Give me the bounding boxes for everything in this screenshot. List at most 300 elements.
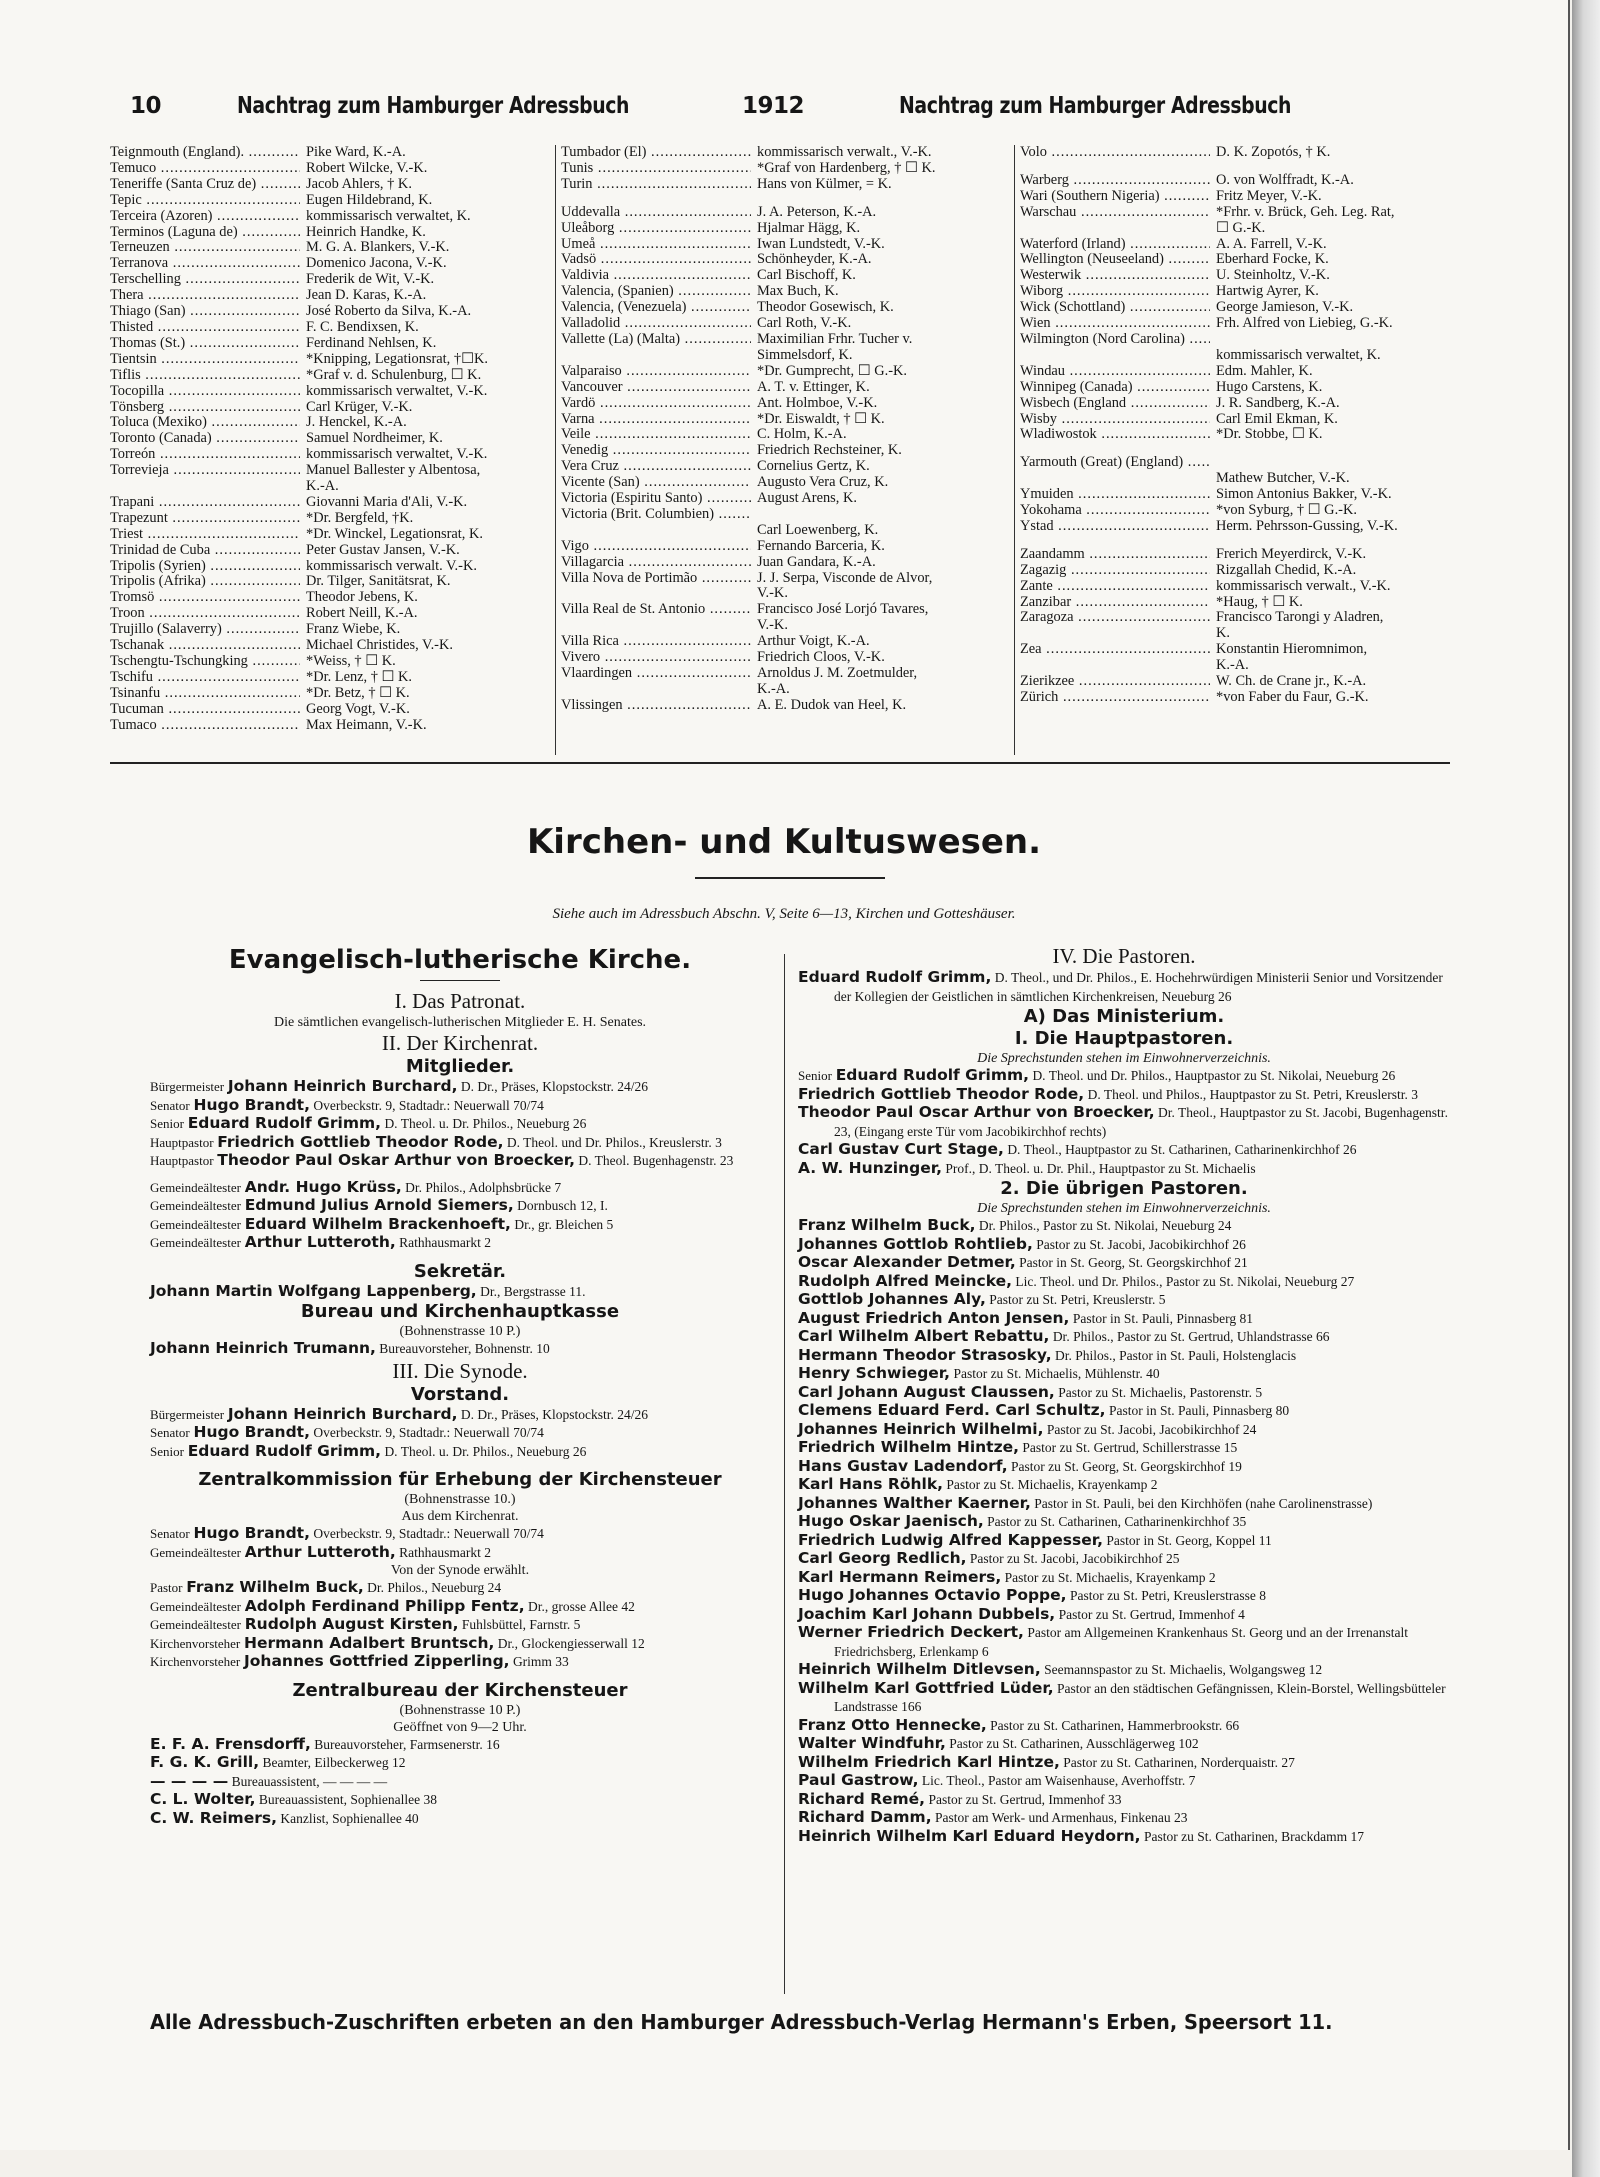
see-also-note: Siehe auch im Adressbuch Abschn. V, Seite 6—13, Kirchen und Gotteshäuser. bbox=[552, 906, 1016, 922]
running-title-right: Nachtrag zum Hamburger Adressbuch bbox=[899, 93, 1292, 119]
directory-entry bbox=[1020, 487, 1446, 503]
person-entry bbox=[798, 1141, 1450, 1160]
directory-entry bbox=[110, 622, 548, 638]
entry-place: Wari (Southern Nigeria) ..... bbox=[1020, 189, 1210, 205]
entry-consul: Franz Wiebe, K. bbox=[306, 621, 401, 638]
page-number: 10 bbox=[130, 93, 162, 119]
title-underline bbox=[695, 877, 885, 879]
entry-place: Tsinanfu ..... bbox=[110, 686, 300, 702]
entry-place: Zanzibar ..... bbox=[1020, 595, 1210, 611]
directory-entry bbox=[110, 431, 548, 447]
column-divider bbox=[784, 954, 785, 1994]
directory-entry bbox=[110, 527, 548, 543]
directory-entry bbox=[561, 650, 1008, 666]
person-entry bbox=[150, 1097, 770, 1116]
person-details: Pastor zu St. Michaelis, Mühlenstr. 40 bbox=[950, 1366, 1160, 1381]
entry-consul: A. A. Farrell, V.-K. bbox=[1216, 235, 1327, 252]
person-entry bbox=[798, 1513, 1450, 1532]
directory-entry bbox=[561, 427, 1008, 443]
person-entry bbox=[798, 1458, 1450, 1477]
entry-place: Vera Cruz ..... bbox=[561, 459, 751, 475]
bureau-entry bbox=[150, 1340, 770, 1359]
person-details: Rathhausmarkt 2 bbox=[395, 1235, 491, 1250]
person-name: A. W. Hunzinger, bbox=[798, 1158, 942, 1177]
person-title: Senator bbox=[150, 1526, 190, 1541]
person-details: Dr., Glockengiesserwall 12 bbox=[494, 1635, 645, 1651]
mitglieder-title: Mitglieder. bbox=[405, 1056, 515, 1077]
ministerium-title: A) Das Ministerium. bbox=[1023, 1006, 1225, 1027]
person-details: Pastor zu St. Catharinen, Catharinenkirchhof 35 bbox=[983, 1514, 1247, 1529]
person-name: Rudolph August Kirsten, bbox=[244, 1615, 459, 1633]
person-title: Bürgermeister bbox=[150, 1406, 225, 1422]
entry-place: Tumaco ..... bbox=[110, 718, 300, 734]
person-entry bbox=[798, 1347, 1450, 1366]
directory-entry bbox=[1020, 579, 1446, 595]
directory-entry bbox=[110, 304, 548, 320]
entry-consul: F. C. Bendixsen, K. bbox=[306, 318, 419, 335]
directory-entry bbox=[561, 145, 1008, 161]
directory-entry bbox=[110, 209, 548, 225]
entry-consul: *Dr. Winckel, Legationsrat, K. bbox=[306, 525, 483, 542]
person-name: Karl Hermann Reimers, bbox=[798, 1567, 1002, 1586]
person-details: Seemannspastor zu St. Michaelis, Wolgangsweg 12 bbox=[1040, 1662, 1323, 1677]
person-details: Beamter, Eilbeckerweg 12 bbox=[259, 1755, 406, 1770]
person-name: Hugo Brandt, bbox=[193, 1423, 310, 1441]
person-name: Eduard Wilhelm Brackenhoeft, bbox=[244, 1214, 511, 1233]
person-details: D. Theol. und Dr. Philos., Hauptpastor zu St. Nikolai, Neueburg 26 bbox=[1029, 1068, 1396, 1083]
entry-place: Terceira (Azoren) ..... bbox=[110, 209, 300, 225]
directory-entry bbox=[1020, 563, 1446, 579]
entry-place: Zaragoza ..... bbox=[1020, 610, 1210, 626]
entry-consul: José Roberto da Silva, K.-A. bbox=[306, 303, 472, 320]
entry-consul: Carl Krüger, V.-K. bbox=[306, 398, 413, 415]
entry-consul: Jean D. Karas, K.-A. bbox=[306, 287, 427, 304]
person-name: Johann Heinrich Burchard, bbox=[227, 1077, 458, 1095]
person-name: Hugo Oskar Jaenisch, bbox=[798, 1512, 984, 1530]
directory-entry bbox=[561, 193, 1008, 205]
zk-from-synode: Von der Synode erwählt. bbox=[390, 1563, 530, 1578]
uebrige-pastoren-note: Die Sprechstunden stehen im Einwohnerverzeichnis. bbox=[977, 1201, 1271, 1216]
person-name: E. F. A. Frensdorff, bbox=[150, 1734, 311, 1753]
right-text-column bbox=[798, 944, 1450, 1846]
person-entry bbox=[798, 1310, 1450, 1329]
entry-place: Umeå ..... bbox=[561, 237, 751, 253]
zentralkommission-address: (Bohnenstrasse 10.) bbox=[404, 1492, 516, 1507]
person-details: Bureauassistent, — — — — bbox=[228, 1773, 388, 1789]
person-details: Kanzlist, Sophienallee 40 bbox=[276, 1810, 419, 1826]
left-text-column bbox=[150, 944, 770, 1828]
person-details: Pastor zu St. Petri, Kreuslerstr. 5 bbox=[985, 1292, 1166, 1307]
person-name: Arthur Lutteroth, bbox=[244, 1542, 396, 1561]
person-details: Overbeckstr. 9, Stadtadr.: Neuerwall 70/74 bbox=[309, 1425, 544, 1440]
person-name: Heinrich Wilhelm Karl Eduard Heydorn, bbox=[798, 1826, 1141, 1845]
entry-place: Tumbador (El) ..... bbox=[561, 145, 751, 161]
entry-place: Winnipeg (Canada) ..... bbox=[1020, 380, 1210, 396]
person-name: Johannes Walther Kaerner, bbox=[798, 1493, 1031, 1512]
hauptpastoren-title: I. Die Hauptpastoren. bbox=[1014, 1028, 1234, 1049]
person-entry bbox=[798, 1273, 1450, 1292]
person-details: Pastor zu St. Jacobi, Jacobikirchhof 24 bbox=[1043, 1421, 1257, 1437]
entry-place: Tripolis (Afrika) ..... bbox=[110, 574, 300, 590]
person-details: Pastor am Allgemeinen Krankenhaus St. Georg und an der Irrenanstalt Friedrichsberg, Erlenkamp 6 bbox=[834, 1625, 1408, 1659]
directory-entry bbox=[561, 252, 1008, 268]
entry-consul: Konstantin Hieromnimon, K.-A. bbox=[1216, 641, 1368, 674]
person-details: Prof., D. Theol. u. Dr. Phil., Hauptpastor zu St. Michaelis bbox=[941, 1160, 1256, 1176]
entry-consul: George Jamieson, V.-K. bbox=[1216, 299, 1354, 316]
entry-place: Tschengtu-Tschungking ..... bbox=[110, 654, 300, 670]
directory-entry bbox=[110, 320, 548, 336]
entry-consul: Georg Vogt, V.-K. bbox=[306, 700, 410, 717]
person-details: Dr. Philos., Neueburg 24 bbox=[363, 1580, 502, 1595]
person-details: Pastor zu St. Georg, St. Georgskirchhof 19 bbox=[1007, 1458, 1242, 1474]
directory-entry bbox=[1020, 610, 1446, 642]
person-details: D. Theol. u. Dr. Philos., Neueburg 26 bbox=[381, 1443, 587, 1459]
directory-entry bbox=[561, 539, 1008, 555]
entry-place: Valladolid ..... bbox=[561, 316, 751, 332]
person-entry bbox=[798, 1735, 1450, 1754]
directory-entry bbox=[561, 161, 1008, 177]
zk-kirchenrat-list bbox=[150, 1525, 770, 1562]
person-entry bbox=[150, 1736, 770, 1755]
person-details: Pastor in St. Pauli, Pinnasberg 81 bbox=[1069, 1310, 1253, 1326]
entry-consul: Arnoldus J. M. Zoetmulder, K.-A. bbox=[757, 665, 918, 697]
entry-consul: *Graf von Hardenberg, † ☐ K. bbox=[757, 159, 936, 176]
entry-place: Windau ..... bbox=[1020, 364, 1210, 380]
person-entry bbox=[798, 1421, 1450, 1440]
entry-consul: Max Heimann, V.-K. bbox=[306, 716, 427, 733]
directory-column-1 bbox=[110, 145, 548, 757]
directory-entry bbox=[561, 507, 1008, 539]
person-name: Friedrich Gottlieb Theodor Rode, bbox=[217, 1132, 504, 1151]
person-details: D. Theol., Hauptpastor zu St. Catharinen, Catharinenkirchhof 26 bbox=[1003, 1142, 1357, 1157]
directory-entry bbox=[1020, 189, 1446, 205]
person-entry bbox=[798, 1495, 1450, 1514]
vorstand-title: Vorstand. bbox=[410, 1383, 510, 1405]
entry-consul: U. Steinholtz, V.-K. bbox=[1216, 267, 1330, 284]
entry-consul: Hugo Carstens, K. bbox=[1216, 378, 1323, 395]
entry-place: Wilmington (Nord Carolina) ..... bbox=[1020, 332, 1210, 348]
directory-entry bbox=[110, 670, 548, 686]
person-name: Gottlob Johannes Aly, bbox=[798, 1290, 986, 1308]
person-details: Pastor an den städtischen Gefängnissen, Klein-Borstel, Wellingsbütteler Landstrasse 166 bbox=[834, 1680, 1446, 1714]
directory-entry bbox=[110, 240, 548, 256]
person-details: Pastor zu St. Jacobi, Jacobikirchhof 25 bbox=[966, 1551, 1180, 1566]
entry-place: Tunis ..... bbox=[561, 161, 751, 177]
directory-entry bbox=[110, 654, 548, 670]
person-title: Kirchenvorsteher bbox=[150, 1635, 241, 1651]
person-name: Hermann Adalbert Bruntsch, bbox=[244, 1633, 495, 1652]
person-name: Andr. Hugo Krüss, bbox=[244, 1177, 402, 1196]
person-entry bbox=[150, 1598, 770, 1617]
directory-entry bbox=[110, 511, 548, 527]
person-name: Hugo Johannes Octavio Poppe, bbox=[798, 1586, 1067, 1604]
directory-entry bbox=[561, 412, 1008, 428]
entry-place: Valencia, (Spanien) ..... bbox=[561, 284, 751, 300]
zentralbureau-hours: Geöffnet von 9—2 Uhr. bbox=[393, 1719, 527, 1735]
entry-consul: Eugen Hildebrand, K. bbox=[306, 191, 433, 208]
person-entry bbox=[798, 1402, 1450, 1421]
person-details: Lic. Theol. und Dr. Philos., Pastor zu St. Nikolai, Neueburg 27 bbox=[1012, 1273, 1355, 1289]
entry-consul: *Haug, † ☐ K. bbox=[1216, 593, 1303, 610]
person-title: Hauptpastor bbox=[150, 1134, 214, 1150]
entry-consul: Friedrich Cloos, V.-K. bbox=[757, 649, 885, 666]
person-details: Pastor zu St. Catharinen, Ausschlägerweg 102 bbox=[945, 1736, 1199, 1751]
person-name: Wilhelm Friedrich Karl Hintze, bbox=[798, 1752, 1060, 1771]
person-name: Arthur Lutteroth, bbox=[244, 1233, 396, 1251]
directory-column-3 bbox=[1020, 145, 1446, 757]
person-details: Bureauassistent, Sophienallee 38 bbox=[255, 1792, 437, 1807]
person-entry bbox=[798, 1754, 1450, 1773]
person-entry bbox=[150, 1810, 770, 1829]
entry-place: Villa Real de St. Antonio ..... bbox=[561, 602, 751, 618]
person-details: Pastor in St. Georg, St. Georgskirchhof 21 bbox=[1015, 1255, 1248, 1270]
person-name: Karl Hans Röhlk, bbox=[798, 1475, 944, 1493]
entry-place: Tiflis ..... bbox=[110, 368, 300, 384]
directory-entry bbox=[110, 606, 548, 622]
entry-place: Zürich ..... bbox=[1020, 690, 1210, 706]
person-name: Rudolph Alfred Meincke, bbox=[798, 1271, 1013, 1290]
entry-consul: Robert Neill, K.-A. bbox=[306, 605, 418, 622]
person-details: Pastor zu St. Catharinen, Hammerbrookstr. 66 bbox=[986, 1717, 1240, 1733]
directory-entry bbox=[1020, 332, 1446, 364]
entry-place: Tschifu ..... bbox=[110, 670, 300, 686]
directory-entry bbox=[110, 400, 548, 416]
person-entry bbox=[798, 1384, 1450, 1403]
entry-consul: Frederik de Wit, V.-K. bbox=[306, 271, 435, 288]
person-name: Friedrich Wilhelm Hintze, bbox=[798, 1438, 1020, 1456]
entry-consul: J. A. Peterson, K.-A. bbox=[757, 203, 877, 220]
entry-consul: kommissarisch verwaltet, V.-K. bbox=[306, 446, 488, 463]
directory-column-2 bbox=[561, 145, 1008, 757]
person-name: Johannes Heinrich Wilhelmi, bbox=[798, 1419, 1044, 1438]
person-name: Joachim Karl Johann Dubbels, bbox=[798, 1604, 1056, 1623]
entry-consul: Theodor Gosewisch, K. bbox=[757, 299, 894, 316]
entry-consul: Robert Wilcke, V.-K. bbox=[306, 159, 428, 176]
entry-consul: Mathew Butcher, V.-K. bbox=[1216, 470, 1350, 487]
entry-consul: Domenico Jacona, V.-K. bbox=[306, 255, 447, 272]
person-details: D. Theol. und Philos., Hauptpastor zu St. Petri, Kreuslerstr. 3 bbox=[1084, 1086, 1419, 1102]
directory-entry bbox=[1020, 145, 1446, 161]
entry-place: Valparaiso ..... bbox=[561, 364, 751, 380]
person-name: Carl Georg Redlich, bbox=[798, 1549, 967, 1567]
person-name: Hugo Brandt, bbox=[193, 1524, 310, 1542]
entry-place: Ystad ..... bbox=[1020, 519, 1210, 535]
person-name: Theodor Paul Oskar Arthur von Broecker, bbox=[217, 1151, 576, 1169]
entry-place: Wisbech (England ..... bbox=[1020, 396, 1210, 412]
directory-entry bbox=[561, 316, 1008, 332]
person-name: Carl Johann August Claussen, bbox=[798, 1382, 1055, 1401]
person-entry bbox=[150, 1197, 770, 1216]
directory-entry bbox=[1020, 595, 1446, 611]
entry-consul: J. R. Sandberg, K.-A. bbox=[1216, 394, 1340, 411]
person-details: Pastor zu St. Catharinen, Norderquaistr. 27 bbox=[1059, 1754, 1295, 1770]
person-name: Friedrich Gottlieb Theodor Rode, bbox=[798, 1084, 1085, 1103]
entry-consul: Simon Antonius Bakker, V.-K. bbox=[1216, 486, 1392, 503]
entry-place: Zagazig ..... bbox=[1020, 563, 1210, 579]
person-entry bbox=[798, 1254, 1450, 1273]
person-name: Friedrich Ludwig Alfred Kappesser, bbox=[798, 1530, 1103, 1549]
entry-place: Tripolis (Syrien) ..... bbox=[110, 559, 300, 575]
person-title: Senior bbox=[150, 1116, 184, 1131]
entry-consul: Hans von Külmer, = K. bbox=[757, 175, 892, 192]
entry-consul: *Graf v. d. Schulenburg, ☐ K. bbox=[306, 366, 482, 383]
entry-consul: Jacob Ahlers, † K. bbox=[306, 175, 412, 192]
directory-entry bbox=[1020, 503, 1446, 519]
entry-place: Tromsö ..... bbox=[110, 590, 300, 606]
person-entry bbox=[150, 1234, 770, 1253]
entry-consul: O. von Wolffradt, K.-A. bbox=[1216, 171, 1354, 188]
person-details: Rathhausmarkt 2 bbox=[395, 1544, 491, 1560]
entry-consul: *Frhr. v. Brück, Geh. Leg. Rat, ☐ G.-K. bbox=[1216, 203, 1395, 236]
person-name: Johann Heinrich Trumann, bbox=[150, 1339, 376, 1357]
directory-entry bbox=[110, 574, 548, 590]
person-details: Pastor zu St. Gertrud, Immenhof 33 bbox=[925, 1791, 1122, 1807]
directory-entry bbox=[1020, 268, 1446, 284]
entry-place: Yarmouth (Great) (England) ..... bbox=[1020, 455, 1210, 471]
directory-entry bbox=[110, 384, 548, 400]
person-title: Senior bbox=[150, 1443, 184, 1459]
hauptpastoren-list bbox=[798, 1067, 1450, 1178]
person-entry bbox=[798, 969, 1450, 1006]
entry-place: Torreón ..... bbox=[110, 447, 300, 463]
bureau-address: (Bohnenstrasse 10 P.) bbox=[399, 1324, 521, 1339]
column-divider bbox=[555, 145, 556, 755]
entry-place: Veile ..... bbox=[561, 427, 751, 443]
entry-place: Wiborg ..... bbox=[1020, 284, 1210, 300]
zk-from-kirchenrat: Aus dem Kirchenrat. bbox=[401, 1509, 519, 1524]
person-entry bbox=[798, 1476, 1450, 1495]
person-name: Wilhelm Karl Gottfried Lüder, bbox=[798, 1678, 1054, 1697]
entry-consul: Francisco José Lorjó Tavares, V.-K. bbox=[757, 601, 929, 634]
directory-entry bbox=[110, 193, 548, 209]
entry-place: Terminos (Laguna de) ..... bbox=[110, 225, 300, 241]
directory-entry bbox=[561, 555, 1008, 571]
entry-consul: Rizgallah Chedid, K.-A. bbox=[1216, 561, 1357, 578]
person-entry bbox=[150, 1340, 770, 1359]
entry-consul: Manuel Ballester y Albentosa, K.-A. bbox=[306, 462, 481, 495]
person-name: Henry Schwieger, bbox=[798, 1364, 951, 1382]
directory-entry bbox=[110, 447, 548, 463]
year: 1912 bbox=[742, 93, 805, 119]
entry-place: Tschanak ..... bbox=[110, 638, 300, 654]
person-entry bbox=[150, 1179, 770, 1198]
entry-place: Vigo ..... bbox=[561, 539, 751, 555]
entry-consul: Fritz Meyer, V.-K. bbox=[1216, 187, 1322, 204]
directory-entry bbox=[1020, 690, 1446, 706]
person-name: Werner Friedrich Deckert, bbox=[798, 1623, 1024, 1641]
person-details: Pastor zu St. Michaelis, Pastorenstr. 5 bbox=[1054, 1384, 1263, 1400]
person-details: Pastor in St. Georg, Koppel 11 bbox=[1102, 1532, 1272, 1548]
entry-place: Teneriffe (Santa Cruz de) ..... bbox=[110, 177, 300, 193]
entry-place: Trapezunt ..... bbox=[110, 511, 300, 527]
entry-consul: J. Henckel, K.-A. bbox=[306, 414, 407, 431]
person-entry bbox=[150, 1115, 770, 1134]
entry-consul: Juan Gandara, K.-A. bbox=[757, 553, 876, 570]
zentralbureau-list bbox=[150, 1736, 770, 1829]
person-entry bbox=[798, 1236, 1450, 1255]
entry-place: Terschelling ..... bbox=[110, 272, 300, 288]
person-details: Dr., grosse Allee 42 bbox=[524, 1598, 635, 1614]
directory-entry bbox=[110, 463, 548, 495]
entry-consul: Carl Emil Ekman, K. bbox=[1216, 410, 1338, 427]
person-details: Pastor in St. Pauli, Pinnasberg 80 bbox=[1105, 1403, 1290, 1418]
person-details: Pastor am Werk- und Armenhaus, Finkenau 23 bbox=[931, 1810, 1188, 1825]
column-divider bbox=[1014, 145, 1015, 755]
person-entry bbox=[798, 1439, 1450, 1458]
person-name: Johannes Gottlob Rohtlieb, bbox=[798, 1234, 1033, 1253]
entry-consul: Hartwig Ayrer, K. bbox=[1216, 283, 1319, 300]
entry-place: Zea ..... bbox=[1020, 642, 1210, 658]
person-details: Bureauvorsteher, Bohnenstr. 10 bbox=[375, 1341, 550, 1356]
scan-edge bbox=[1572, 0, 1600, 2177]
directory-entry bbox=[561, 332, 1008, 364]
person-details: D. Theol., und Dr. Philos., E. Hochehrwürdigen Ministerii Senior und Vorsitzender der Kollegien der Geistlichen in sämtlichen Kirchenkreisen, Neueburg 26 bbox=[834, 970, 1443, 1004]
entry-consul: Samuel Nordheimer, K. bbox=[306, 430, 443, 447]
entry-place: Wick (Schottland) ..... bbox=[1020, 300, 1210, 316]
entry-consul: Carl Bischoff, K. bbox=[757, 267, 856, 284]
person-details: Dr., gr. Bleichen 5 bbox=[510, 1216, 614, 1232]
person-name: Heinrich Wilhelm Ditlevsen, bbox=[798, 1660, 1041, 1678]
person-title: Gemeindeältester bbox=[150, 1179, 241, 1195]
entry-consul: *Dr. Lenz, † ☐ K. bbox=[306, 668, 413, 685]
directory-entry bbox=[1020, 427, 1446, 443]
consulate-directory bbox=[110, 145, 1446, 765]
person-title: Kirchenvorsteher bbox=[150, 1654, 241, 1669]
person-title: Senior bbox=[798, 1068, 832, 1083]
person-details: Pastor zu St. Michaelis, Krayenkamp 2 bbox=[1001, 1569, 1216, 1585]
entry-consul: Francisco Tarongi y Aladren, K. bbox=[1216, 609, 1384, 642]
entry-place: Ymuiden ..... bbox=[1020, 487, 1210, 503]
entry-place: Varna ..... bbox=[561, 412, 751, 428]
entry-place: Zaandamm ..... bbox=[1020, 547, 1210, 563]
person-name: Clemens Eduard Ferd. Carl Schultz, bbox=[798, 1401, 1106, 1419]
entry-consul: Michael Christides, V.-K. bbox=[306, 637, 453, 654]
entry-place: Trapani ..... bbox=[110, 495, 300, 511]
directory-entry bbox=[561, 221, 1008, 237]
directory-entry bbox=[561, 205, 1008, 221]
person-entry bbox=[150, 1216, 770, 1235]
entry-place: Victoria (Espiritu Santo) ..... bbox=[561, 491, 751, 507]
entry-consul: Friedrich Rechsteiner, K. bbox=[757, 442, 902, 459]
person-details: Dornbusch 12, I. bbox=[513, 1198, 608, 1213]
person-title: Gemeindeältester bbox=[150, 1544, 241, 1560]
entry-place: Trujillo (Salaverry) ..... bbox=[110, 622, 300, 638]
directory-entry bbox=[110, 702, 548, 718]
person-details: Dr. Philos., Pastor zu St. Gertrud, Uhlandstrasse 66 bbox=[1049, 1329, 1330, 1344]
person-entry bbox=[798, 1532, 1450, 1551]
page-header bbox=[130, 93, 1320, 129]
section-title: Kirchen- und Kultuswesen. bbox=[526, 822, 1042, 862]
entry-consul: Frerich Meyerdirck, V.-K. bbox=[1216, 545, 1367, 562]
entry-consul: Hjalmar Hägg, K. bbox=[757, 219, 861, 236]
synode-title: III. Die Synode. bbox=[392, 1358, 528, 1383]
heading-rule bbox=[420, 980, 500, 981]
zk-synode-list bbox=[150, 1579, 770, 1672]
person-details: D. Theol. u. Dr. Philos., Neueburg 26 bbox=[381, 1116, 587, 1131]
person-entry bbox=[150, 1653, 770, 1672]
entry-consul: Ferdinand Nehlsen, K. bbox=[306, 334, 437, 351]
directory-entry bbox=[1020, 173, 1446, 189]
pastoren-intro bbox=[798, 969, 1450, 1006]
person-name: Hans Gustav Ladendorf, bbox=[798, 1456, 1008, 1475]
person-title: Pastor bbox=[150, 1580, 183, 1595]
entry-consul: *Dr. Stobbe, ☐ K. bbox=[1216, 426, 1323, 443]
entry-place: Temuco ..... bbox=[110, 161, 300, 177]
person-details: Overbeckstr. 9, Stadtadr.: Neuerwall 70/74 bbox=[309, 1526, 544, 1541]
directory-entry bbox=[561, 634, 1008, 650]
person-entry bbox=[798, 1569, 1450, 1588]
entry-consul: Maximilian Frhr. Tucher v. Simmelsdorf, K. bbox=[757, 330, 913, 363]
